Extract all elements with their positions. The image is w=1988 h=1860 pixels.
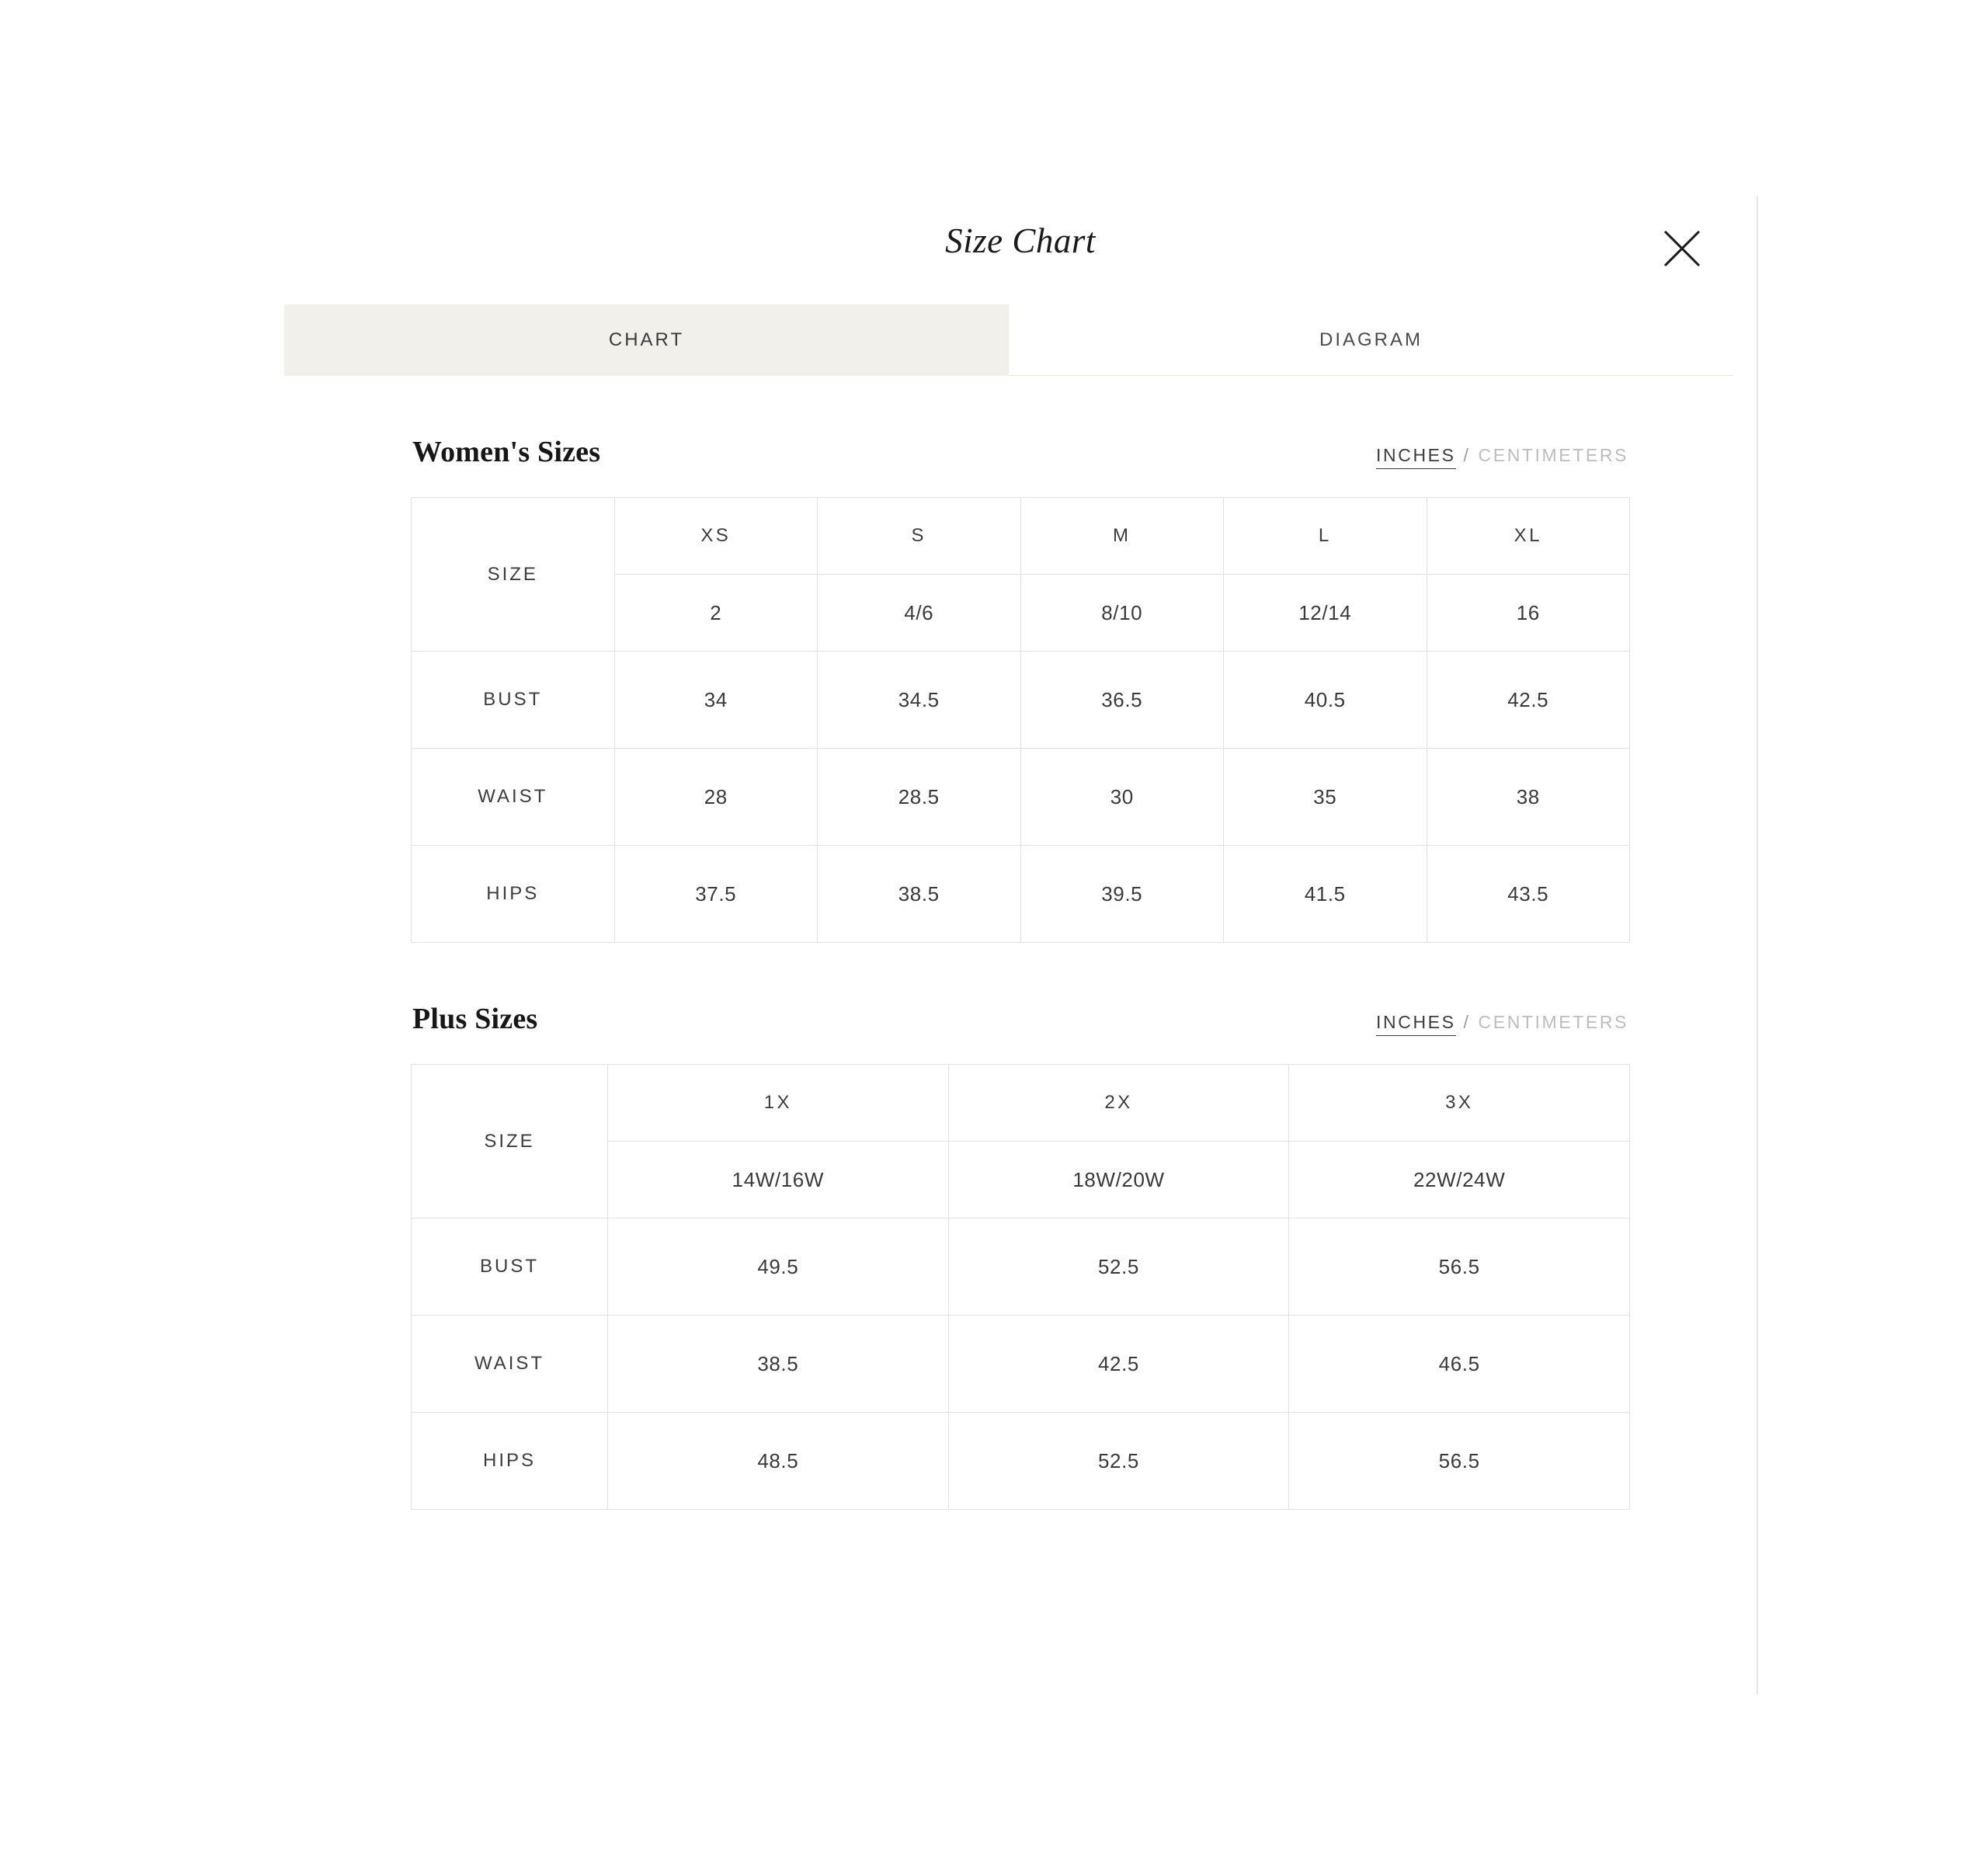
cell-bust-s: 34.5 — [818, 652, 1021, 749]
numeric-size-s: 4/6 — [818, 575, 1021, 652]
cell-waist-l: 35 — [1224, 749, 1427, 846]
numeric-size-l: 12/14 — [1224, 575, 1427, 652]
cell-bust-2x: 52.5 — [948, 1219, 1289, 1316]
size-column-m: M — [1020, 498, 1224, 575]
section-title: Women's Sizes — [412, 436, 601, 468]
table-row — [412, 846, 1630, 943]
row-label-waist: WAIST — [412, 749, 615, 846]
size-chart-modal — [284, 196, 1758, 1695]
modal-header — [284, 196, 1757, 304]
cell-hips-2x: 52.5 — [948, 1413, 1289, 1510]
unit-separator: / — [1463, 445, 1471, 465]
section-header — [411, 1002, 1630, 1036]
numeric-size-m: 8/10 — [1020, 575, 1224, 652]
cell-waist-3x: 46.5 — [1289, 1316, 1630, 1413]
cell-waist-s: 28.5 — [818, 749, 1021, 846]
row-label-hips: HIPS — [412, 846, 615, 943]
table-row — [412, 1219, 1630, 1316]
table-row — [412, 1065, 1630, 1142]
unit-centimeters[interactable]: CENTIMETERS — [1478, 445, 1628, 465]
tab-diagram[interactable]: DIAGRAM — [1009, 304, 1733, 376]
section-header — [411, 435, 1630, 469]
cell-hips-1x: 48.5 — [608, 1413, 949, 1510]
size-label: SIZE — [412, 498, 615, 652]
page-title: Size Chart — [945, 221, 1096, 260]
cell-waist-1x: 38.5 — [608, 1316, 949, 1413]
row-label-hips: HIPS — [412, 1413, 608, 1510]
size-column-xs: XS — [614, 498, 818, 575]
unit-inches[interactable]: INCHES — [1376, 1012, 1456, 1036]
unit-centimeters[interactable]: CENTIMETERS — [1478, 1012, 1628, 1032]
cell-hips-xs: 37.5 — [614, 846, 818, 943]
size-column-s: S — [818, 498, 1021, 575]
unit-toggle — [1376, 445, 1628, 466]
table-row — [412, 498, 1630, 575]
table-row — [412, 652, 1630, 749]
cell-bust-xl: 42.5 — [1427, 652, 1630, 749]
cell-hips-m: 39.5 — [1020, 846, 1224, 943]
section-title: Plus Sizes — [412, 1003, 538, 1035]
section-womens-sizes — [411, 435, 1630, 943]
table-row — [412, 749, 1630, 846]
plus-size-table — [411, 1064, 1630, 1510]
size-column-xl: XL — [1427, 498, 1630, 575]
cell-bust-m: 36.5 — [1020, 652, 1224, 749]
cell-hips-s: 38.5 — [818, 846, 1021, 943]
size-column-2x: 2X — [948, 1065, 1289, 1142]
cell-waist-xl: 38 — [1427, 749, 1630, 846]
cell-bust-xs: 34 — [614, 652, 818, 749]
tab-bar — [284, 304, 1733, 376]
unit-inches[interactable]: INCHES — [1376, 445, 1456, 469]
cell-hips-l: 41.5 — [1224, 846, 1427, 943]
row-label-bust: BUST — [412, 652, 615, 749]
size-column-3x: 3X — [1289, 1065, 1630, 1142]
size-column-1x: 1X — [608, 1065, 949, 1142]
numeric-size-1x: 14W/16W — [608, 1142, 949, 1219]
cell-waist-2x: 42.5 — [948, 1316, 1289, 1413]
numeric-size-xs: 2 — [614, 575, 818, 652]
close-icon[interactable] — [1662, 228, 1702, 269]
cell-waist-xs: 28 — [614, 749, 818, 846]
table-row — [412, 1413, 1630, 1510]
unit-separator: / — [1463, 1012, 1471, 1032]
womens-size-table — [411, 497, 1630, 943]
cell-waist-m: 30 — [1020, 749, 1224, 846]
unit-toggle — [1376, 1012, 1628, 1033]
section-plus-sizes — [411, 1002, 1630, 1510]
row-label-waist: WAIST — [412, 1316, 608, 1413]
cell-bust-3x: 56.5 — [1289, 1219, 1630, 1316]
size-label: SIZE — [412, 1065, 608, 1219]
numeric-size-xl: 16 — [1427, 575, 1630, 652]
cell-hips-3x: 56.5 — [1289, 1413, 1630, 1510]
cell-bust-1x: 49.5 — [608, 1219, 949, 1316]
table-row — [412, 1316, 1630, 1413]
cell-hips-xl: 43.5 — [1427, 846, 1630, 943]
row-label-bust: BUST — [412, 1219, 608, 1316]
tab-chart[interactable]: CHART — [284, 304, 1009, 376]
numeric-size-2x: 18W/20W — [948, 1142, 1289, 1219]
numeric-size-3x: 22W/24W — [1289, 1142, 1630, 1219]
cell-bust-l: 40.5 — [1224, 652, 1427, 749]
size-column-l: L — [1224, 498, 1427, 575]
